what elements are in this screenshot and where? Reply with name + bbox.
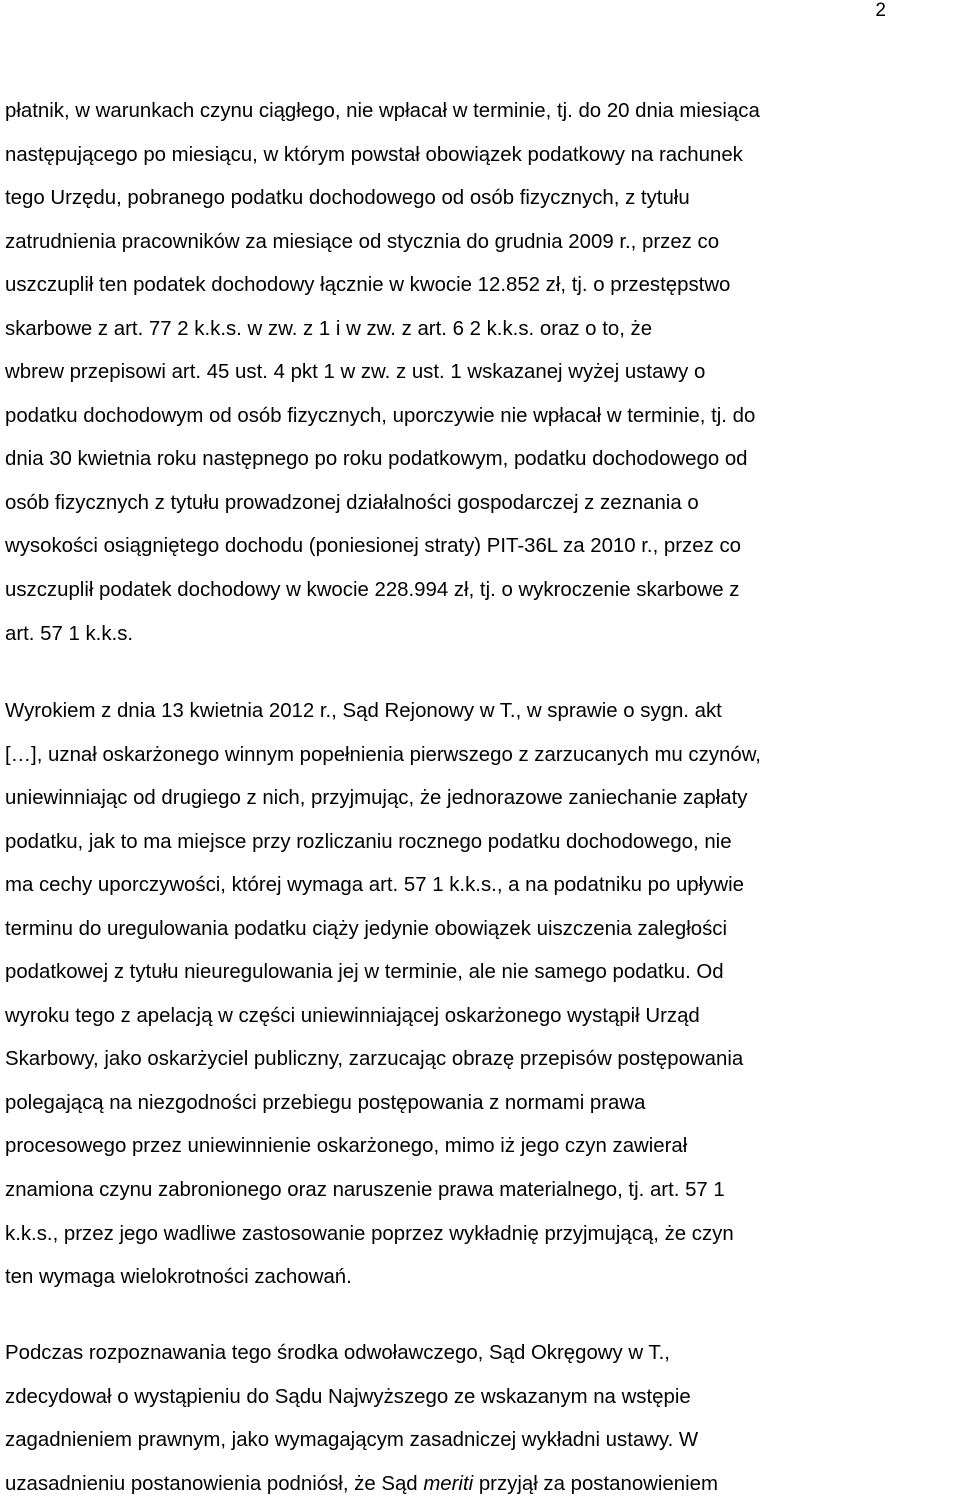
text-line: uszczuplił podatek dochodowy w kwocie 228.994 zł, tj. o wykroczenie skarbowe z — [5, 579, 740, 602]
text-line: art. 57 1 k.k.s. — [5, 622, 134, 645]
text-line: k.k.s., przez jego wadliwe zastosowanie poprzez wykładnię przyjmującą, że czyn — [5, 1222, 734, 1245]
text-line: zagadnieniem prawnym, jako wymagającym zasadniczej wykładni ustawy. W — [5, 1429, 699, 1452]
text-line-with-italic — [5, 1463, 949, 1506]
text-line: zdecydował o wystąpieniu do Sądu Najwyższego ze wskazanym na wstępie — [5, 1385, 691, 1408]
text-line: zatrudnienia pracowników za miesiące od stycznia do grudnia 2009 r., przez co — [5, 230, 720, 253]
text-line: dnia 30 kwietnia roku następnego po roku podatkowym, podatku dochodowego od — [5, 448, 748, 471]
text-line: procesowego przez uniewinnienie oskarżonego, mimo iż jego czyn zawierał — [5, 1135, 688, 1158]
text-line: wysokości osiągniętego dochodu (poniesionej straty) PIT-36L za 2010 r., przez co — [5, 535, 741, 558]
text-line: skarbowe z art. 77 2 k.k.s. w zw. z 1 i w zw. z art. 6 2 k.k.s. oraz o to, że — [5, 317, 653, 340]
text-line: znamiona czynu zabronionego oraz naruszenie prawa materialnego, tj. art. 57 1 — [5, 1179, 725, 1202]
text-line: następującego po miesiącu, w którym powstał obowiązek podatkowy na rachunek — [5, 143, 743, 166]
paragraph-appeal-court — [5, 1332, 949, 1506]
text-line: wbrew przepisowi art. 45 ust. 4 pkt 1 w zw. z ust. 1 wskazanej wyżej ustawy o — [5, 361, 706, 384]
text-line: uniewinniając od drugiego z nich, przyjmując, że jednorazowe zaniechanie zapłaty — [5, 787, 748, 810]
text-line: podatku dochodowym od osób fizycznych, uporczywie nie wpłacał w terminie, tj. do — [5, 404, 756, 427]
paragraph-judgment — [5, 690, 949, 1300]
text-line: wyroku tego z apelacją w części uniewinniającej oskarżonego wystąpił Urząd — [5, 1004, 700, 1027]
text-line: Wyrokiem z dnia 13 kwietnia 2012 r., Sąd Rejonowy w T., w sprawie o sygn. akt — [5, 700, 722, 722]
text-line: Skarbowy, jako oskarżyciel publiczny, zarzucając obrazę przepisów postępowania — [5, 1048, 744, 1071]
paragraph-charges — [5, 90, 949, 656]
text-line: ten wymaga wielokrotności zachowań. — [5, 1266, 352, 1289]
italic-term-meriti: meriti — [423, 1472, 474, 1495]
text-line: uszczuplił ten podatek dochodowy łącznie w kwocie 12.852 zł, tj. o przestępstwo — [5, 274, 731, 297]
text-line: podatkowej z tytułu nieuregulowania jej w terminie, ale nie samego podatku. Od — [5, 961, 724, 984]
text-line: ma cechy uporczywości, której wymaga art. 57 1 k.k.s., a na podatniku po upływie — [5, 874, 744, 897]
line-text-after: przyjął za postanowieniem — [473, 1472, 718, 1495]
text-line: płatnik, w warunkach czynu ciągłego, nie wpłacał w terminie, tj. do 20 dnia miesiąca — [5, 100, 760, 122]
text-line: osób fizycznych z tytułu prowadzonej działalności gospodarczej z zeznania o — [5, 491, 699, 514]
text-line: Podczas rozpoznawania tego środka odwoławczego, Sąd Okręgowy w T., — [5, 1342, 670, 1364]
text-line: tego Urzędu, pobranego podatku dochodowego od osób fizycznych, z tytułu — [5, 187, 690, 210]
text-line: polegającą na niezgodności przebiegu postępowania z normami prawa — [5, 1091, 646, 1114]
text-line: terminu do uregulowania podatku ciąży jedynie obowiązek uiszczenia zaległości — [5, 917, 728, 940]
line-text-before: uzasadnieniu postanowienia podniósł, że Sąd — [5, 1472, 424, 1495]
text-line: […], uznał oskarżonego winnym popełnienia pierwszego z zarzucanych mu czynów, — [5, 743, 761, 766]
text-line: podatku, jak to ma miejsce przy rozliczaniu rocznego podatku dochodowego, nie — [5, 830, 732, 853]
page-number: 2 — [875, 0, 886, 21]
